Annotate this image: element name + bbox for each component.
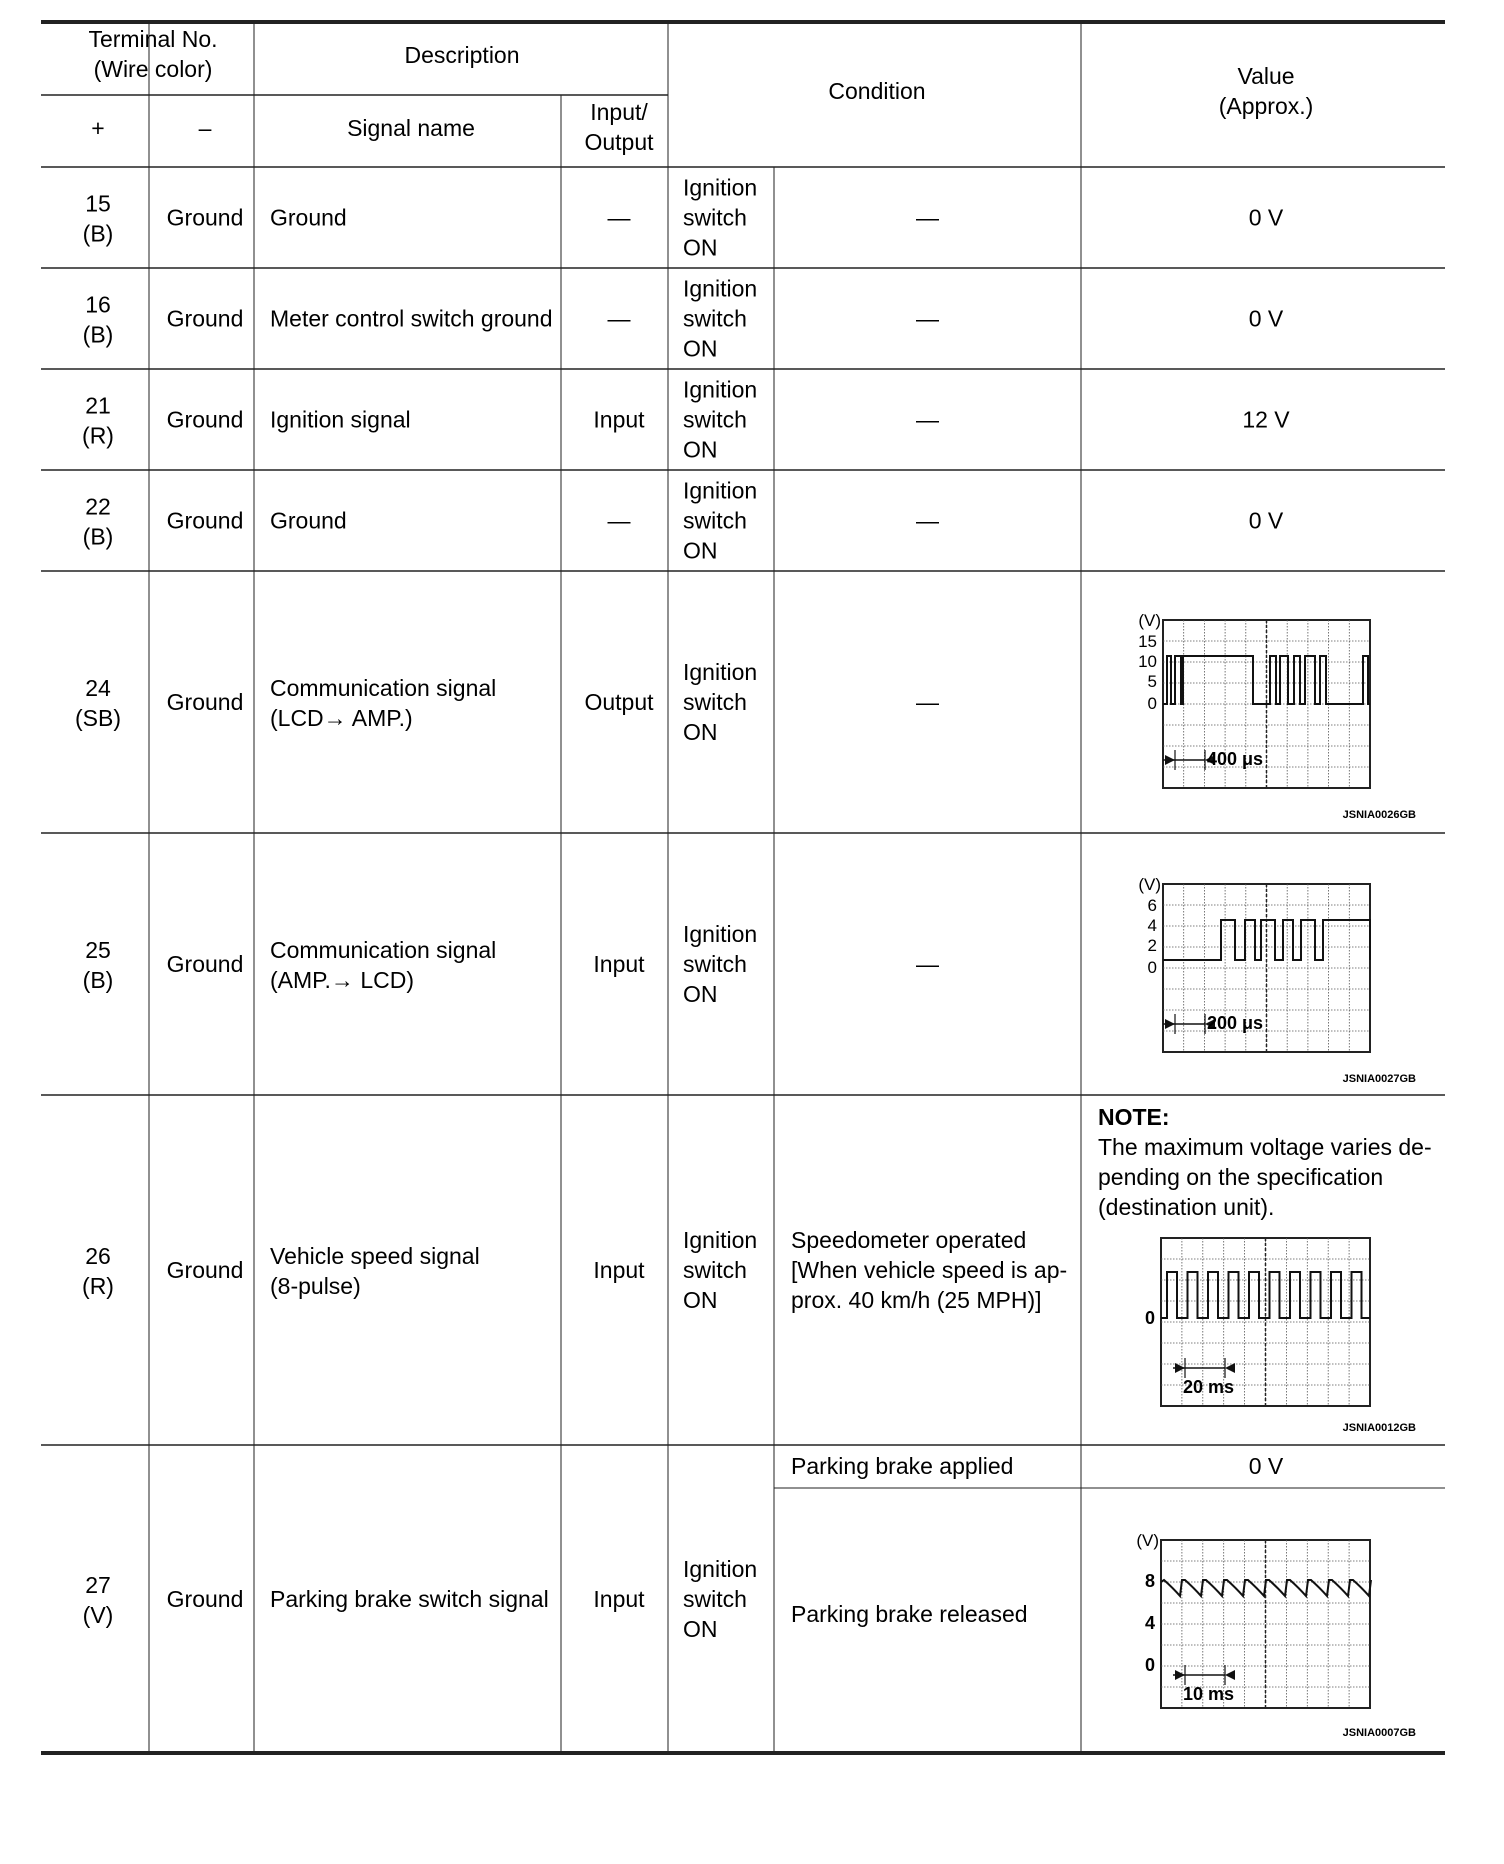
ignition-label: ON [683,719,718,745]
value-text: 0 V [1248,1453,1284,1479]
condition-text: Speedometer operated [791,1227,1027,1253]
signal-name: Ground [270,507,347,534]
figure-code: JSNIA0027GB [1342,1073,1416,1085]
table-header [88,26,1313,155]
y-axis-tick: 0 [1147,694,1157,713]
value-text: 12 V [1242,406,1290,433]
waveform-vehicle-speed [1145,1238,1416,1434]
ignition-label: Ignition [683,1556,758,1582]
y-axis-tick: 4 [1144,1613,1155,1633]
minus-terminal: Ground [166,951,244,977]
y-axis-unit: (V) [1138,875,1161,894]
waveform-lcd-to-amp [1138,611,1416,821]
wire-color: (B) [82,523,114,550]
note-text: pending on the specification [1098,1164,1384,1190]
terminal-number: 15 [85,190,111,217]
ignition-label: Ignition [683,659,758,685]
signal-name-detail: (AMP.→ LCD) [270,967,414,993]
y-axis-tick: 10 [1138,652,1157,671]
waveform-parking-brake [1136,1531,1416,1739]
condition-text: Parking brake applied [791,1453,1014,1479]
table-row [83,276,1284,362]
ignition-label: Ignition [683,921,758,947]
ignition-label: ON [683,436,718,463]
time-scale-label: 10 ms [1183,1684,1235,1704]
ignition-label: switch [683,689,747,715]
ignition-label: ON [683,1287,718,1313]
ignition-label: ON [683,981,718,1007]
wire-color: (B) [82,220,114,247]
waveform-amp-to-lcd [1138,875,1416,1085]
y-axis-tick: 2 [1147,936,1157,955]
table-row [83,1453,1284,1642]
minus-terminal: Ground [166,1586,244,1612]
y-axis-unit: (V) [1138,611,1161,630]
condition-text: — [916,951,939,977]
header-minus: – [198,115,212,141]
ignition-label: ON [683,335,718,362]
condition-text: — [916,204,939,231]
wire-color: (R) [82,1273,114,1299]
minus-terminal: Ground [166,507,244,534]
time-scale-label: 400 μs [1207,749,1264,769]
signal-name: Ground [270,204,347,231]
condition-text: [When vehicle speed is ap- [791,1257,1068,1283]
terminal-number: 27 [85,1572,111,1598]
value-text: 0 V [1248,305,1284,332]
signal-name: Communication signal [270,937,497,963]
minus-terminal: Ground [166,1257,244,1283]
figure-code: JSNIA0026GB [1342,809,1416,821]
ignition-label: ON [683,1616,718,1642]
ignition-label: Ignition [683,174,758,201]
note-text: (destination unit). [1098,1194,1275,1220]
y-axis-tick: 15 [1138,632,1157,651]
value-text: 0 V [1248,507,1284,534]
signal-name: Communication signal [270,675,497,701]
ignition-label: switch [683,305,747,332]
table-row [83,175,1284,261]
time-scale-label: 200 μs [1207,1013,1264,1033]
figure-code: JSNIA0007GB [1342,1727,1416,1739]
minus-terminal: Ground [166,689,244,715]
terminal-number: 22 [85,493,111,520]
header-plus: + [91,115,105,141]
minus-terminal: Ground [166,305,244,332]
figure-code: JSNIA0012GB [1342,1422,1416,1434]
terminal-number: 25 [85,937,111,963]
header-value-line1: Value [1237,63,1295,89]
ignition-label: ON [683,537,718,564]
condition-text: — [916,507,939,534]
ignition-label: switch [683,1586,747,1612]
condition-text: — [916,305,939,332]
input-output: Input [593,406,645,433]
ignition-label: switch [683,204,747,231]
signal-name: Meter control switch ground [270,305,553,332]
header-terminal-no: Terminal No. [88,26,218,52]
input-output: — [607,204,631,231]
signal-name-detail: (LCD→ AMP.) [270,705,413,731]
header-signal-name: Signal name [347,115,475,141]
minus-terminal: Ground [166,406,244,433]
input-output: Input [593,951,645,977]
ignition-label: Ignition [683,1227,758,1253]
ignition-label: switch [683,951,747,977]
terminal-number: 26 [85,1243,111,1269]
note-title: NOTE: [1098,1104,1170,1130]
condition-text: — [916,689,939,715]
header-io-line1: Input/ [590,99,648,125]
y-axis-unit: (V) [1136,1531,1159,1550]
note-text: The maximum voltage varies de- [1098,1134,1432,1160]
wire-color: (SB) [75,705,121,731]
terminal-number: 21 [85,392,111,419]
header-value-line2: (Approx.) [1218,93,1314,119]
ignition-label: switch [683,507,747,534]
input-output: Output [584,689,654,715]
condition-text: — [916,406,939,433]
minus-terminal: Ground [166,204,244,231]
table-row [75,659,939,745]
input-output: — [607,305,631,332]
ignition-label: Ignition [683,477,758,504]
table-body [75,175,1432,1643]
ignition-label: ON [683,234,718,261]
table-row [82,377,1290,463]
y-axis-tick: 0 [1144,1308,1155,1328]
ignition-label: switch [683,1257,747,1283]
y-axis-tick: 4 [1147,916,1157,935]
header-description: Description [404,42,520,68]
ignition-label: switch [683,406,747,433]
signal-name-detail: (8-pulse) [270,1273,361,1299]
wire-color: (B) [82,967,114,993]
input-output: Input [593,1257,645,1283]
terminal-number: 24 [85,675,111,701]
wire-color: (B) [82,321,114,348]
header-io-line2: Output [584,129,654,155]
wire-color: (R) [82,422,114,449]
wire-color: (V) [82,1602,114,1628]
input-output: — [607,507,631,534]
table-row [83,478,1284,564]
condition-text: Parking brake released [791,1601,1028,1627]
y-axis-tick: 0 [1144,1655,1155,1675]
signal-name: Ignition signal [270,406,411,433]
time-scale-label: 20 ms [1183,1377,1235,1397]
ignition-label: Ignition [683,275,758,302]
terminal-number: 16 [85,291,111,318]
value-text: 0 V [1248,204,1284,231]
header-condition: Condition [828,78,926,104]
y-axis-tick: 5 [1147,672,1157,691]
signal-name: Parking brake switch signal [270,1586,549,1612]
y-axis-tick: 6 [1147,896,1157,915]
signal-name: Vehicle speed signal [270,1243,480,1269]
input-output: Input [593,1586,645,1612]
y-axis-tick: 8 [1144,1571,1155,1591]
header-wire-color: (Wire color) [93,56,213,82]
condition-text: prox. 40 km/h (25 MPH)] [791,1287,1042,1313]
table-row [83,921,939,1007]
ignition-label: Ignition [683,376,758,403]
y-axis-tick: 0 [1147,958,1157,977]
